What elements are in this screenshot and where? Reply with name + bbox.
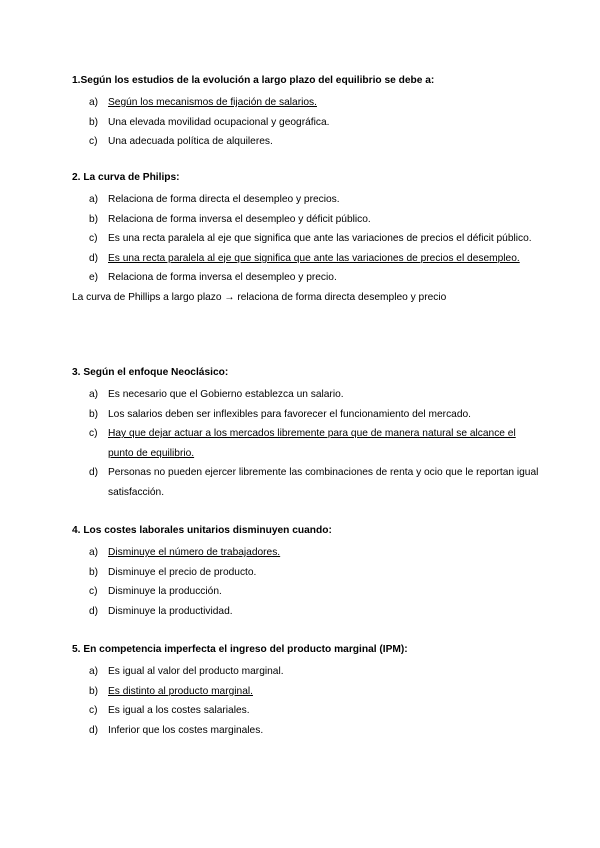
option-letter: b) (89, 685, 99, 697)
option-text: Disminuye el precio de producto. (108, 566, 257, 578)
question-3 (72, 366, 542, 503)
option-letter: c) (89, 586, 98, 598)
option-a (72, 190, 542, 210)
option-b (72, 113, 542, 133)
question-2 (72, 171, 542, 308)
option-text: Disminuye la producción. (108, 586, 222, 598)
option-text-correct: Es distinto al producto marginal. (108, 685, 253, 697)
option-letter: d) (89, 724, 99, 736)
option-text: Es igual al valor del producto marginal. (108, 666, 284, 677)
option-letter: c) (89, 233, 98, 245)
option-text-correct: Según los mecanismos de fijación de salarios. (108, 97, 317, 108)
option-b (72, 405, 542, 425)
option-c (72, 132, 542, 152)
option-letter: a) (89, 194, 99, 205)
question-1 (72, 74, 542, 152)
explanation-note: La curva de Phillips a largo plazo → relaciona de forma directa desempleo y precio (72, 291, 447, 303)
option-b (72, 563, 542, 583)
option-c (72, 582, 542, 602)
question-title: 3. Según el enfoque Neoclásico: (72, 367, 229, 378)
option-letter: d) (89, 252, 99, 264)
option-letter: d) (89, 605, 99, 617)
option-text-correct: Es una recta paralela al eje que significa que ante las variaciones de precios el desempleo. (108, 252, 520, 264)
option-text: Es igual a los costes salariales. (108, 705, 250, 717)
option-letter: b) (89, 213, 99, 225)
option-text: Relaciona de forma directa el desempleo y precios. (108, 194, 340, 205)
option-letter: b) (89, 408, 99, 420)
option-letter: b) (89, 566, 99, 578)
option-b (72, 210, 542, 230)
option-letter: a) (89, 666, 99, 677)
option-letter: c) (89, 428, 98, 440)
option-a (72, 93, 542, 113)
option-text: Una elevada movilidad ocupacional y geográfica. (108, 116, 330, 128)
option-letter: d) (89, 467, 99, 479)
option-text: Relaciona de forma inversa el desempleo y déficit público. (108, 213, 371, 225)
option-d (72, 463, 542, 502)
option-c (72, 229, 542, 249)
option-letter: a) (89, 389, 99, 400)
option-letter: a) (89, 97, 99, 108)
question-title: 2. La curva de Philips: (72, 172, 180, 183)
option-d (72, 721, 542, 741)
option-text: Los salarios deben ser inflexibles para favorecer el funcionamiento del mercado. (108, 408, 471, 420)
option-b (72, 682, 542, 702)
option-c (72, 701, 542, 721)
question-title: 4. Los costes laborales unitarios disminuyen cuando: (72, 525, 332, 536)
option-text-correct: Hay que dejar actuar a los mercados libremente para que de manera natural se alcance el punto de equilibrio. (108, 428, 516, 459)
option-letter: c) (89, 705, 98, 717)
option-text: Inferior que los costes marginales. (108, 724, 264, 736)
option-a (72, 662, 542, 682)
option-letter: c) (89, 136, 98, 148)
option-text: Personas no pueden ejercer libremente las combinaciones de renta y ocio que le reportan igual satisfacción. (108, 467, 539, 498)
question-title: 5. En competencia imperfecta el ingreso del producto marginal (IPM): (72, 644, 408, 655)
question-4 (72, 524, 542, 621)
option-text: Es necesario que el Gobierno establezca un salario. (108, 389, 344, 400)
option-text: Una adecuada política de alquileres. (108, 136, 273, 148)
option-letter: a) (89, 547, 99, 558)
option-letter: e) (89, 272, 99, 284)
option-d (72, 249, 542, 269)
option-c (72, 424, 542, 463)
option-text: Disminuye la productividad. (108, 605, 233, 617)
option-text-correct: Disminuye el número de trabajadores. (108, 547, 281, 558)
option-text: Relaciona de forma inversa el desempleo y precio. (108, 272, 337, 284)
option-a (72, 385, 542, 405)
question-title: 1.Según los estudios de la evolución a largo plazo del equilibrio se debe a: (72, 75, 435, 86)
option-d (72, 602, 542, 622)
option-text: Es una recta paralela al eje que significa que ante las variaciones de precios el déficit público. (108, 233, 532, 245)
option-e (72, 268, 542, 288)
question-5 (72, 643, 542, 740)
option-a (72, 543, 542, 563)
option-letter: b) (89, 116, 99, 128)
